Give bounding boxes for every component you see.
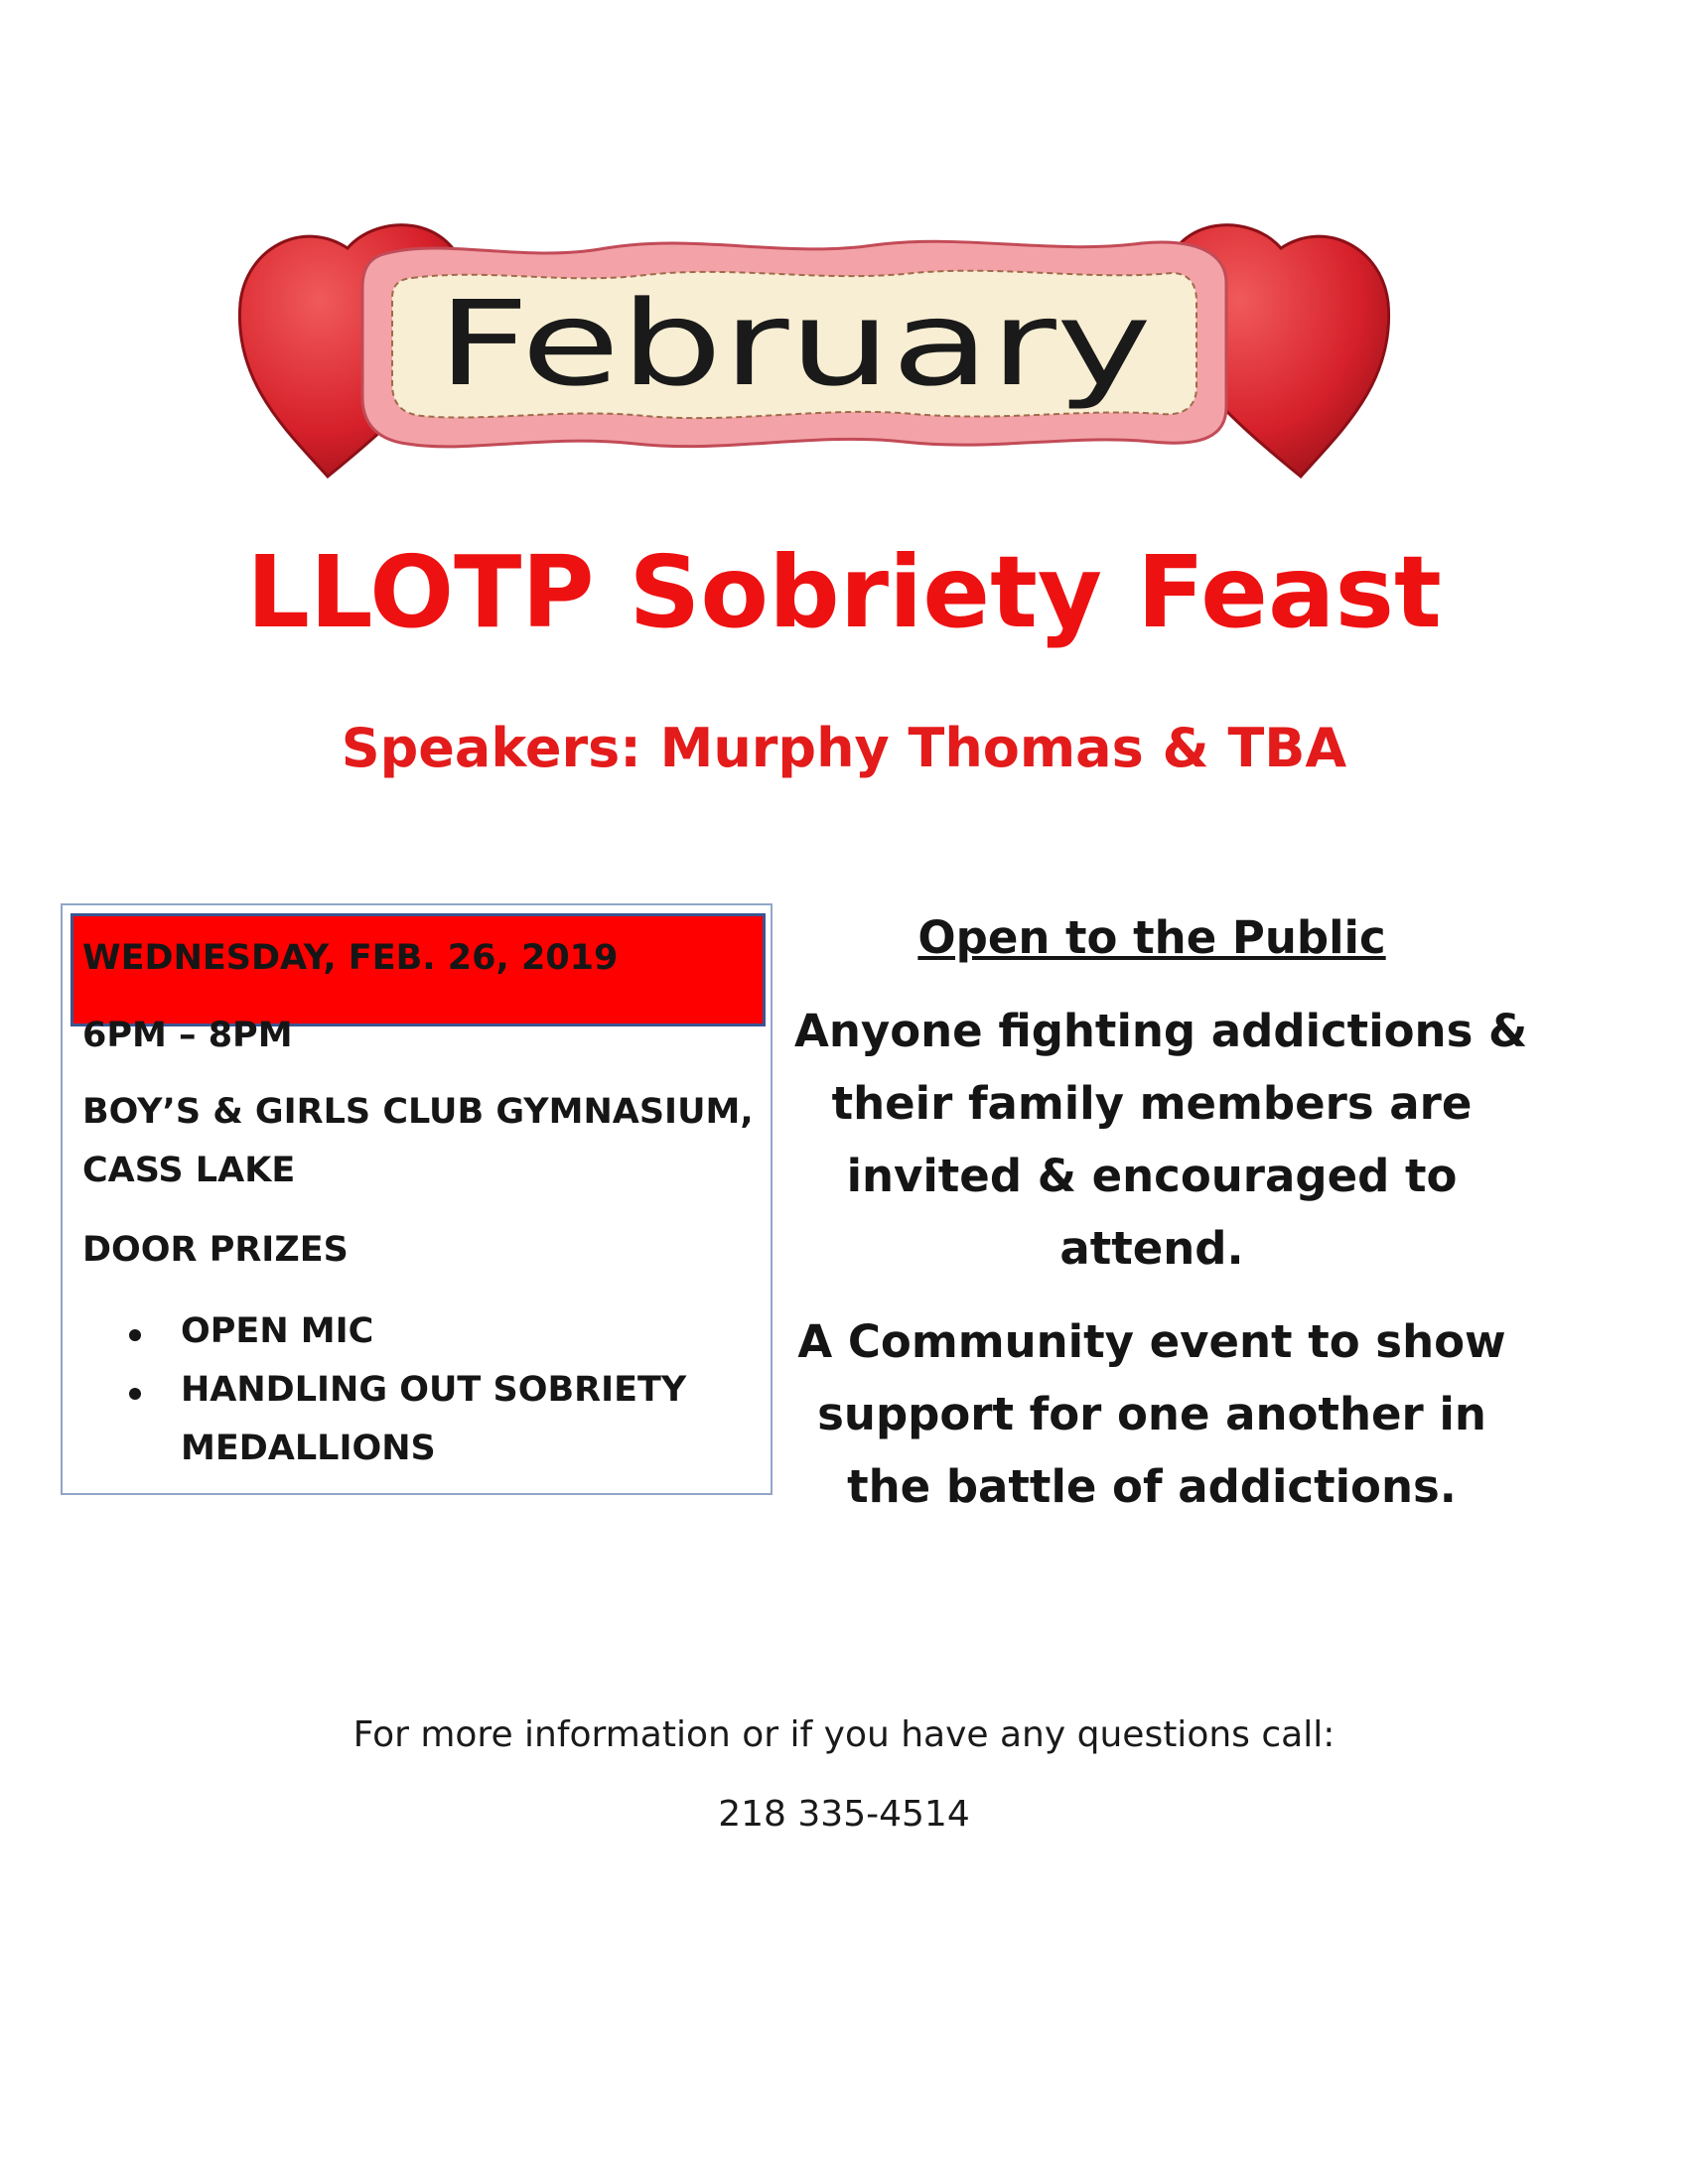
bullet-icon <box>129 1388 141 1400</box>
paragraph1-line: invited & encouraged to <box>846 1150 1458 1202</box>
paragraph1-line: attend. <box>1059 1222 1244 1275</box>
paragraph1-line: their family members are <box>831 1077 1473 1130</box>
speakers-line: Speakers: Murphy Thomas & TBA <box>341 717 1347 779</box>
paragraph1-line: Anyone fighting addictions & <box>794 1005 1528 1057</box>
phone-number: 218 335-4514 <box>718 1794 970 1835</box>
bullet-icon <box>129 1329 141 1341</box>
open-to-public-heading: Open to the Public <box>917 911 1386 964</box>
event-location-line2: CASS LAKE <box>82 1151 296 1190</box>
banner-text: February <box>437 275 1152 412</box>
paragraph2-line: the battle of addictions. <box>847 1460 1457 1513</box>
bullet-item-medallions-cont: MEDALLIONS <box>181 1429 436 1468</box>
event-details-box <box>61 903 773 1495</box>
more-info-text: For more information or if you have any questions call: <box>352 1714 1336 1755</box>
paragraph2-line: A Community event to show <box>797 1315 1506 1368</box>
bullet-item-medallions: HANDLING OUT SOBRIETY <box>181 1370 687 1410</box>
event-date: WEDNESDAY, FEB. 26, 2019 <box>82 938 619 978</box>
bullet-item-open-mic: OPEN MIC <box>181 1311 374 1351</box>
event-time: 6PM – 8PM <box>82 1016 293 1055</box>
page-title: LLOTP Sobriety Feast <box>246 534 1442 650</box>
event-location-line1: BOY’S & GIRLS CLUB GYMNASIUM, <box>82 1092 754 1132</box>
door-prizes: DOOR PRIZES <box>82 1230 349 1270</box>
february-banner <box>228 194 1400 491</box>
paragraph2-line: support for one another in <box>817 1388 1486 1440</box>
